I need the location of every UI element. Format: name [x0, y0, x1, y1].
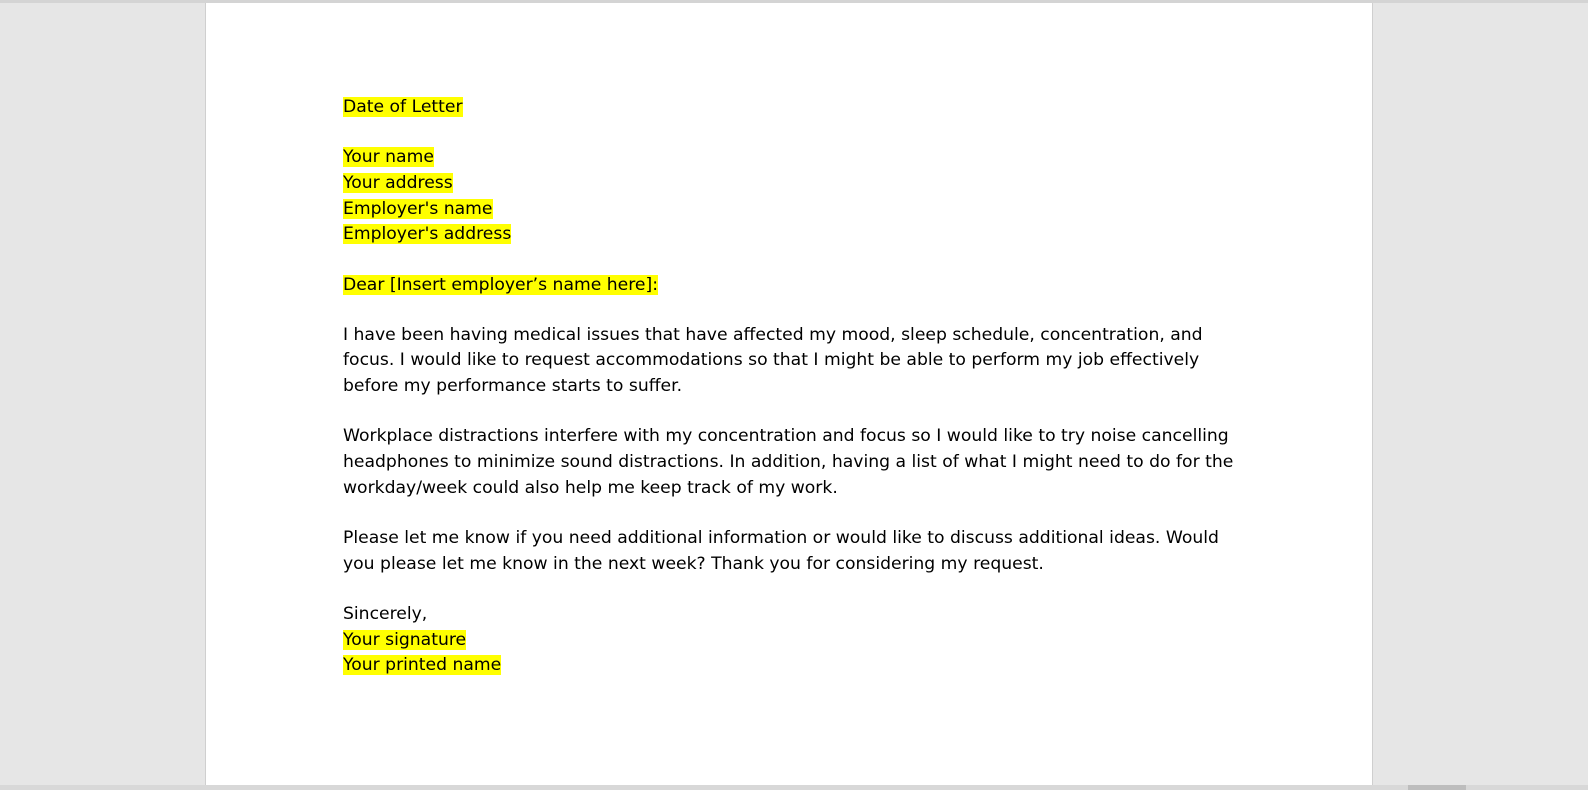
your-name-placeholder[interactable]: Your name	[343, 147, 434, 168]
paragraph-line: I have been having medical issues that have affected my mood, sleep schedule, concentration, and	[343, 324, 1203, 345]
paragraph-line: workday/week could also help me keep track of my work.	[343, 477, 838, 498]
signature-placeholder[interactable]: Your signature	[343, 629, 467, 650]
horizontal-scrollbar-track[interactable]	[0, 785, 1588, 790]
salutation-placeholder[interactable]: Dear [Insert employer’s name here]:	[343, 274, 658, 295]
date-placeholder[interactable]: Date of Letter	[343, 97, 463, 117]
paragraph-accommodations[interactable]	[343, 424, 1243, 501]
paragraph-closing-request[interactable]	[343, 526, 1243, 577]
your-address-placeholder[interactable]: Your address	[343, 172, 453, 193]
paragraph-line: you please let me know in the next week? Thank you for considering my request.	[343, 553, 1044, 574]
printed-name-placeholder[interactable]: Your printed name	[343, 655, 502, 676]
paragraph-line: Please let me know if you need additional information or would like to discuss additional ideas. Would	[343, 527, 1219, 548]
paragraph-line: Workplace distractions interfere with my concentration and focus so I would like to try noise cancelling	[343, 426, 1229, 447]
letter-body[interactable]	[343, 95, 1243, 679]
horizontal-scrollbar-thumb[interactable]	[1408, 785, 1466, 790]
document-page[interactable]	[205, 3, 1373, 790]
paragraph-line: headphones to minimize sound distractions. In addition, having a list of what I might need to do for the	[343, 452, 1234, 473]
closing[interactable]: Sincerely,	[343, 603, 428, 624]
employer-address-placeholder[interactable]: Employer's address	[343, 224, 512, 245]
paragraph-line: focus. I would like to request accommodations so that I might be able to perform my job effectively	[343, 350, 1200, 371]
paragraph-request[interactable]	[343, 323, 1243, 400]
paragraph-line: before my performance starts to suffer.	[343, 376, 683, 397]
employer-name-placeholder[interactable]: Employer's name	[343, 198, 493, 219]
